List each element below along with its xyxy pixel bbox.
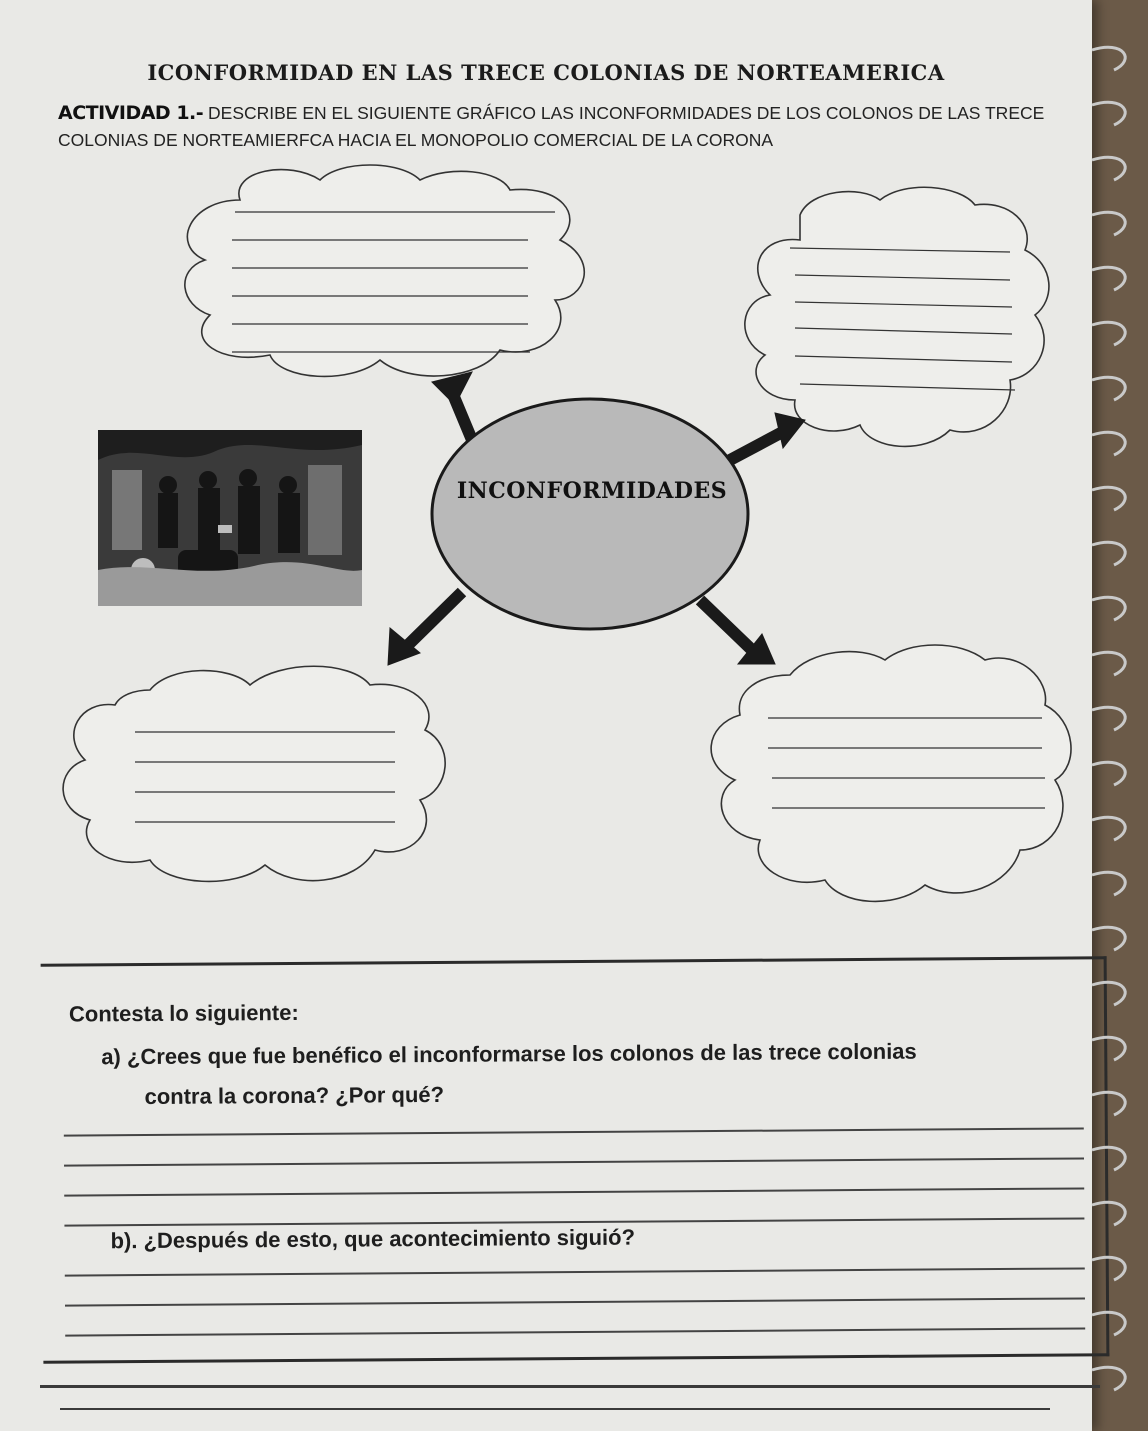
question-b: b). ¿Después de esto, que acontecimiento siguió?: [110, 1224, 636, 1254]
cloud-bottom-left[interactable]: [63, 666, 445, 881]
answer-line-a2[interactable]: [64, 1157, 1084, 1166]
activity-label: ACTIVIDAD 1.-: [58, 102, 204, 124]
historical-engraving-image: [98, 430, 362, 606]
activity-text: DESCRIBE EN EL SIGUIENTE GRÁFICO LAS INCONFORMIDADES DE LOS COLONOS DE LAS TRECE COLONIAS DE NORTEAMIERFCA HACIA EL MONOPOLIO COMERCIAL DE LA CORONA: [58, 103, 1045, 150]
bottom-page-edge: [60, 1408, 1050, 1410]
answer-line-a1[interactable]: [64, 1127, 1084, 1136]
question-a: [101, 1039, 917, 1071]
answer-line-b3[interactable]: [65, 1327, 1085, 1336]
cloud-bottom-right[interactable]: [711, 645, 1071, 901]
arrow-bottom-right: [700, 600, 752, 650]
spiral-binding: [1084, 30, 1148, 1431]
cloud-top-left[interactable]: [185, 165, 584, 376]
arrow-bottom-left: [408, 592, 462, 645]
questions-heading: Contesta lo siguiente:: [68, 999, 299, 1027]
center-label: INCONFORMIDADES: [456, 478, 728, 504]
answer-line-a3[interactable]: [64, 1187, 1084, 1196]
cloud-top-right[interactable]: [745, 187, 1049, 446]
arrow-top-left-head: [432, 372, 472, 405]
question-a-label: a): [101, 1044, 121, 1070]
lower-page-edge: [40, 1385, 1100, 1388]
worksheet-title: ICONFORMIDAD EN LAS TRECE COLONIAS DE NORTEAMERICA: [147, 60, 945, 85]
center-ellipse: [432, 399, 748, 629]
engraving-illustration: [98, 430, 362, 606]
answer-line-b1[interactable]: [65, 1267, 1085, 1276]
question-a-line2: contra la corona? ¿Por qué?: [144, 1081, 445, 1110]
questions-box: [41, 956, 1110, 1363]
question-a-line1: ¿Crees que fue benéfico el inconformarse los colonos de las trece colonias: [126, 1038, 917, 1070]
answer-line-b2[interactable]: [65, 1297, 1085, 1306]
